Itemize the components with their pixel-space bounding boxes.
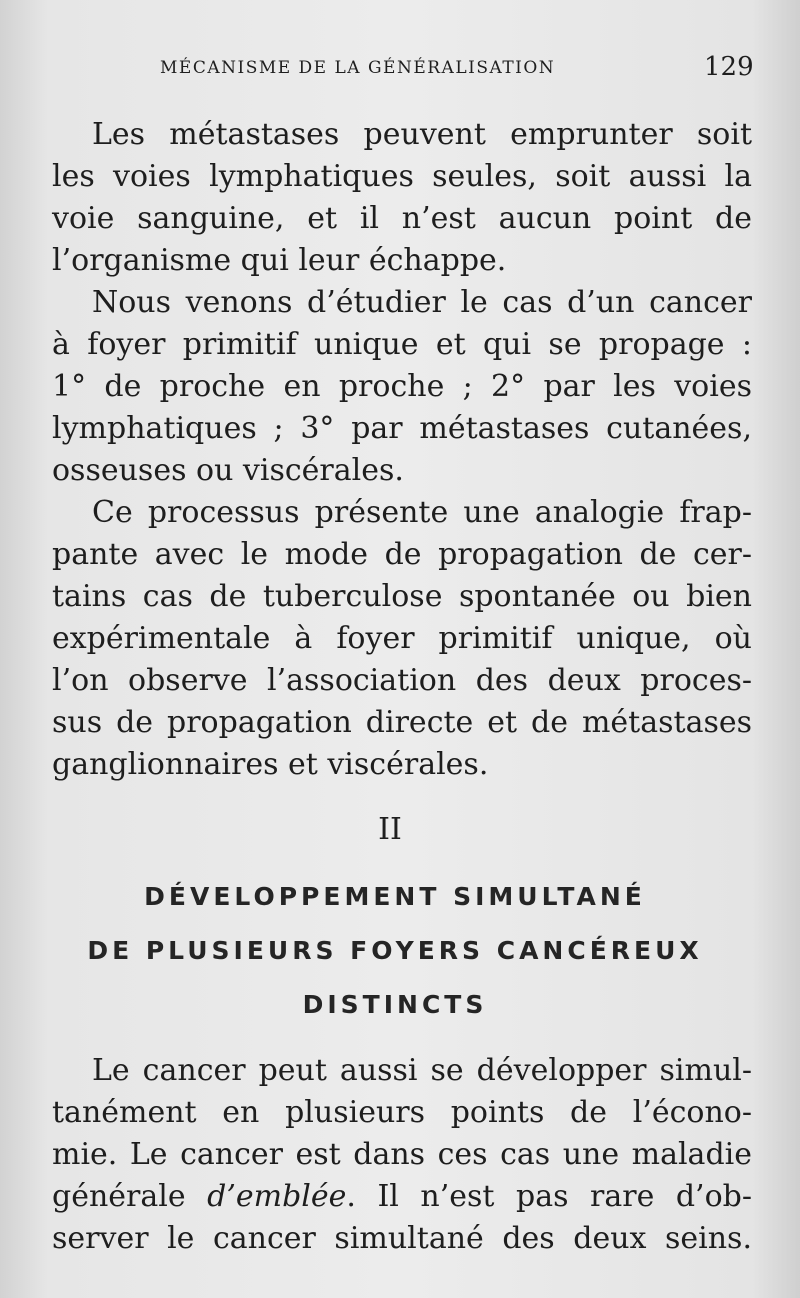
italic-text: d’emblée xyxy=(207,1179,347,1214)
text-line: tanément en plusieurs points de l’écono- xyxy=(52,1095,752,1130)
text-line: l’on observe l’association des deux proces- xyxy=(52,663,752,698)
text-line: expérimentale à foyer primitif unique, où xyxy=(52,621,752,656)
text-line: ganglionnaires et viscérales. xyxy=(52,747,489,782)
text-line: 1° de proche en proche ; 2° par les voies xyxy=(52,369,752,404)
text-line: Nous venons d’étudier le cas d’un cancer xyxy=(92,285,752,320)
text-line: lymphatiques ; 3° par métastases cutanées, xyxy=(52,411,752,446)
text-segment: générale xyxy=(52,1179,208,1214)
text-line: les voies lymphatiques seules, soit aussi la xyxy=(52,159,752,194)
text-line: voie sanguine, et il n’est aucun point de xyxy=(52,201,752,236)
page-number: 129 xyxy=(704,52,754,82)
text-line-with-italic xyxy=(52,1176,752,1218)
text-line: server le cancer simultané des deux seins. xyxy=(52,1221,752,1256)
running-title: MÉCANISME DE LA GÉNÉRALISATION xyxy=(160,58,556,78)
text-line: sus de propagation directe et de métastases xyxy=(52,705,752,740)
text-line: à foyer primitif unique et qui se propage : xyxy=(52,327,752,362)
section-heading-line: DE PLUSIEURS FOYERS CANCÉREUX xyxy=(87,936,703,965)
text-line: osseuses ou viscérales. xyxy=(52,453,404,488)
section-heading-line: DÉVELOPPEMENT SIMULTANÉ xyxy=(144,882,646,911)
section-numeral: II xyxy=(378,812,402,847)
text-line: Les métastases peuvent emprunter soit xyxy=(92,117,752,152)
section-heading-line: DISTINCTS xyxy=(302,990,488,1019)
text-line: l’organisme qui leur échappe. xyxy=(52,243,507,278)
text-segment: . Il n’est pas rare d’ob- xyxy=(346,1179,752,1214)
text-line: pante avec le mode de propagation de cer- xyxy=(52,537,752,572)
text-line: mie. Le cancer est dans ces cas une maladie xyxy=(52,1137,752,1172)
text-line: tains cas de tuberculose spontanée ou bien xyxy=(52,579,752,614)
text-line: Ce processus présente une analogie frap- xyxy=(92,495,752,530)
text-line: Le cancer peut aussi se développer simul- xyxy=(92,1053,752,1088)
